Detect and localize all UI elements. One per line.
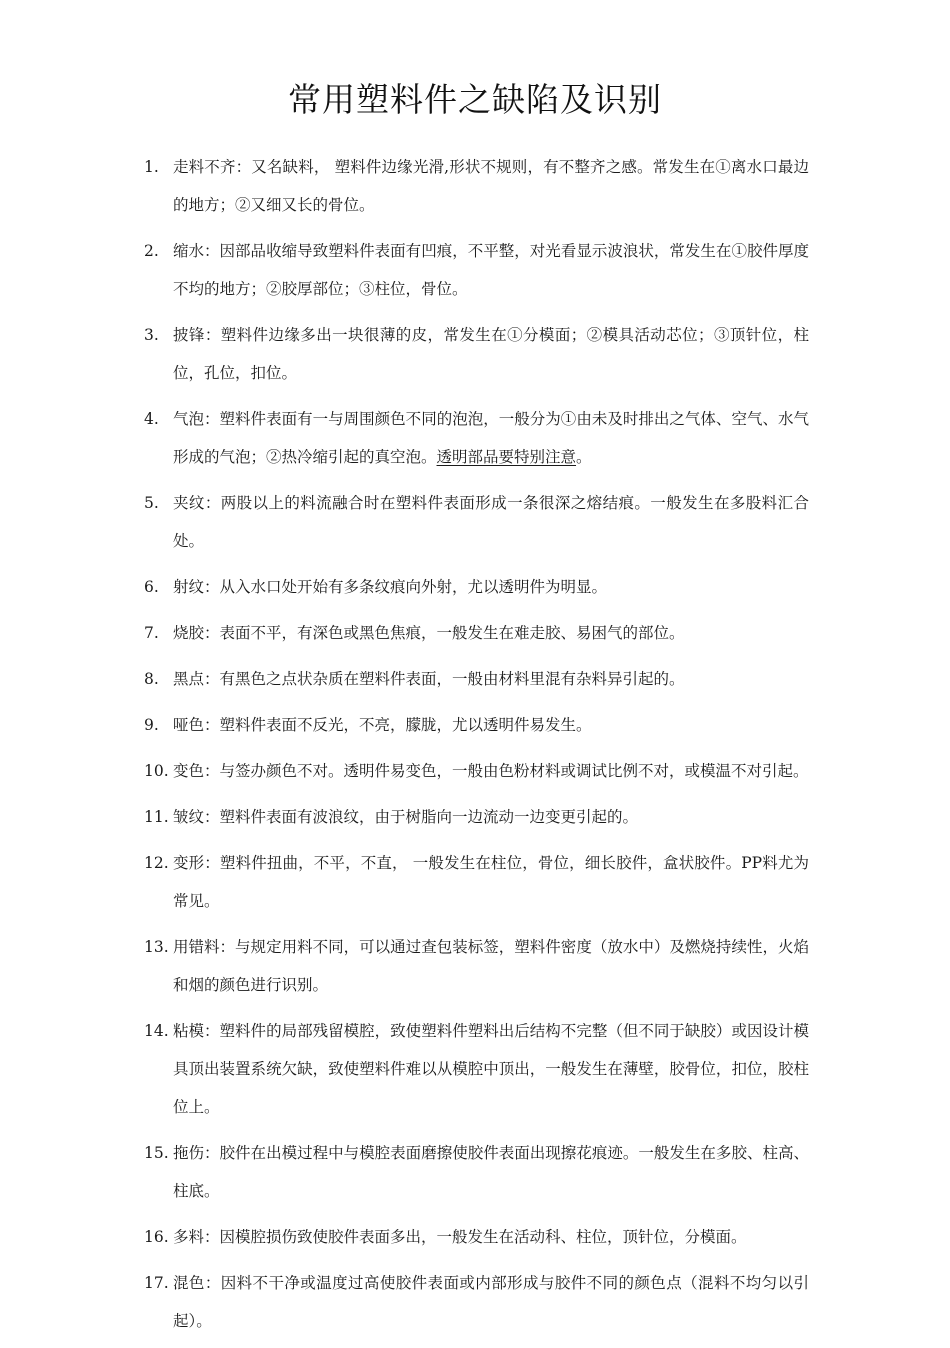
item-number: 15. bbox=[144, 1144, 169, 1162]
item-text: 披锋：塑料件边缘多出一块很薄的皮，常发生在①分模面；②模具活动芯位；③顶针位，柱位，孔位，扣位。 bbox=[173, 326, 809, 382]
item-text: 皱纹：塑料件表面有波浪纹，由于树脂向一边流动一边变更引起的。 bbox=[173, 808, 639, 826]
item-text: 变形：塑料件扭曲，不平，不直， 一般发生在柱位，骨位，细长胶件，盒状胶件。PP料尤为常见。 bbox=[173, 854, 809, 910]
item-number: 14. bbox=[144, 1022, 169, 1040]
list-item bbox=[0, 706, 950, 744]
item-number: 12. bbox=[144, 854, 169, 872]
item-text: 射纹：从入水口处开始有多条纹痕向外射，尤以透明件为明显。 bbox=[173, 578, 608, 596]
item-text: 混色：因料不干净或温度过高使胶件表面或内部形成与胶件不同的颜色点（混料不均匀以引起）。 bbox=[173, 1274, 809, 1330]
list-item bbox=[0, 1218, 950, 1256]
item-number: 6. bbox=[144, 578, 159, 596]
item-text: 粘模：塑料件的局部残留模腔，致使塑料件塑料出后结构不完整（但不同于缺胶）或因设计模具顶出装置系统欠缺，致使塑料件难以从模腔中顶出，一般发生在薄壁，胶骨位，扣位，胶柱位上。 bbox=[173, 1022, 809, 1116]
item-text: 夹纹：两股以上的料流融合时在塑料件表面形成一条很深之熔结痕。一般发生在多股料汇合处。 bbox=[173, 494, 809, 550]
item-text-tail: 。 bbox=[576, 448, 592, 466]
underlined-note: 透明部品要特别注意 bbox=[436, 448, 577, 466]
list-item bbox=[0, 660, 950, 698]
item-number: 1. bbox=[144, 158, 159, 176]
list-item bbox=[0, 752, 950, 790]
list-item bbox=[0, 148, 950, 224]
item-number: 17. bbox=[144, 1274, 169, 1292]
list-item bbox=[0, 568, 950, 606]
list-item bbox=[0, 928, 950, 1004]
item-number: 4. bbox=[144, 410, 159, 428]
list-item bbox=[0, 844, 950, 920]
document-title: 常用塑料件之缺陷及识别 bbox=[288, 80, 662, 119]
item-number: 8. bbox=[144, 670, 159, 688]
item-text: 用错料：与规定用料不同，可以通过查包装标签，塑料件密度（放水中）及燃烧持续性，火焰和烟的颜色进行识别。 bbox=[173, 938, 809, 994]
item-text-main: 气泡：塑料件表面有一与周围颜色不同的泡泡，一般分为①由未及时排出之气体、空气、水气形成的气泡；②热冷缩引起的真空泡。 bbox=[173, 410, 809, 466]
defect-list bbox=[0, 148, 950, 1348]
item-text: 拖伤：胶件在出模过程中与模腔表面磨擦使胶件表面出现擦花痕迹。一般发生在多胶、柱高、柱底。 bbox=[173, 1144, 809, 1200]
item-number: 3. bbox=[144, 326, 159, 344]
item-text: 多料：因模腔损伤致使胶件表面多出，一般发生在活动科、柱位，顶针位，分模面。 bbox=[173, 1228, 747, 1246]
item-number: 9. bbox=[144, 716, 159, 734]
item-text: 黑点：有黑色之点状杂质在塑料件表面，一般由材料里混有杂料异引起的。 bbox=[173, 670, 685, 688]
item-number: 16. bbox=[144, 1228, 169, 1246]
item-number: 11. bbox=[144, 808, 169, 826]
item-text: 烧胶：表面不平，有深色或黑色焦痕，一般发生在难走胶、易困气的部位。 bbox=[173, 624, 685, 642]
list-item bbox=[0, 1134, 950, 1210]
list-item bbox=[0, 614, 950, 652]
item-text: 哑色：塑料件表面不反光，不亮，朦胧，尤以透明件易发生。 bbox=[173, 716, 592, 734]
list-item bbox=[0, 400, 950, 476]
list-item bbox=[0, 316, 950, 392]
list-item bbox=[0, 232, 950, 308]
list-item bbox=[0, 1264, 950, 1340]
item-text bbox=[173, 400, 809, 476]
item-number: 10. bbox=[144, 762, 169, 780]
list-item bbox=[0, 484, 950, 560]
item-number: 2. bbox=[144, 242, 159, 260]
item-number: 5. bbox=[144, 494, 159, 512]
item-number: 13. bbox=[144, 938, 169, 956]
list-item bbox=[0, 798, 950, 836]
item-text: 走料不齐：又名缺料， 塑料件边缘光滑,形状不规则，有不整齐之感。常发生在①离水口最边的地方；②又细又长的骨位。 bbox=[173, 158, 809, 214]
list-item bbox=[0, 1012, 950, 1126]
item-text: 缩水：因部品收缩导致塑料件表面有凹痕，不平整，对光看显示波浪状，常发生在①胶件厚度不均的地方；②胶厚部位；③柱位，骨位。 bbox=[173, 242, 809, 298]
item-text: 变色：与签办颜色不对。透明件易变色，一般由色粉材料或调试比例不对，或模温不对引起。 bbox=[173, 762, 809, 780]
item-number: 7. bbox=[144, 624, 159, 642]
